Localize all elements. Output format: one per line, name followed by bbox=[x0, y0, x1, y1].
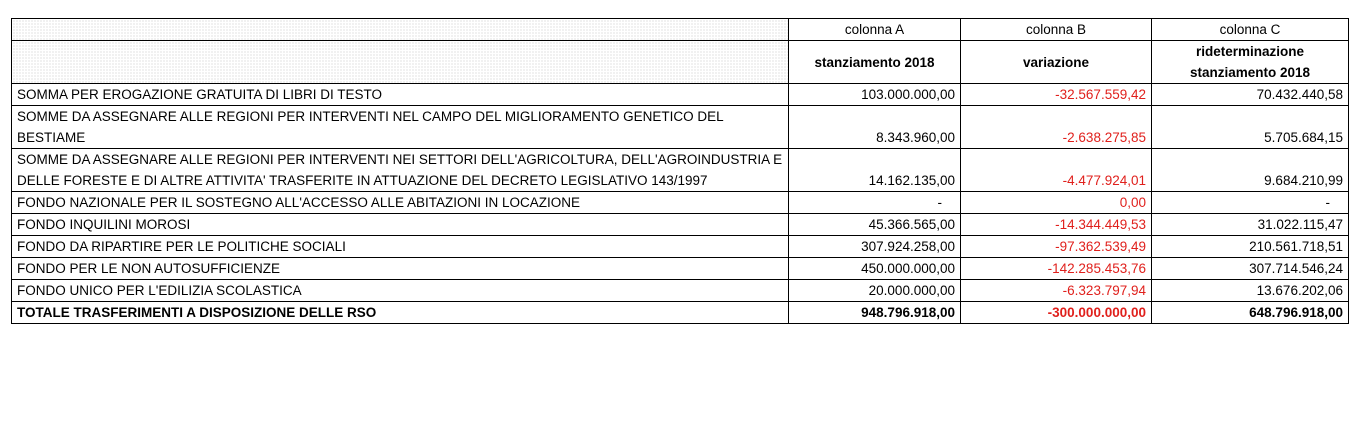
total-value-a: 948.796.918,00 bbox=[789, 302, 961, 324]
empty-title-cell bbox=[12, 41, 789, 84]
column-title-row bbox=[12, 41, 1349, 84]
table-row bbox=[12, 149, 1349, 192]
column-c-title: rideterminazione stanziamento 2018 bbox=[1152, 41, 1349, 84]
budget-table bbox=[11, 18, 1349, 324]
value-b: -14.344.449,53 bbox=[961, 214, 1152, 236]
column-a-title: stanziamento 2018 bbox=[789, 41, 961, 84]
value-a: 103.000.000,00 bbox=[789, 84, 961, 106]
total-value-c: 648.796.918,00 bbox=[1152, 302, 1349, 324]
value-c: 70.432.440,58 bbox=[1152, 84, 1349, 106]
row-label: FONDO DA RIPARTIRE PER LE POLITICHE SOCIALI bbox=[12, 236, 789, 258]
value-a: 307.924.258,00 bbox=[789, 236, 961, 258]
value-b: -6.323.797,94 bbox=[961, 280, 1152, 302]
total-row bbox=[12, 302, 1349, 324]
value-a: 20.000.000,00 bbox=[789, 280, 961, 302]
value-a: 450.000.000,00 bbox=[789, 258, 961, 280]
value-c: 5.705.684,15 bbox=[1152, 106, 1349, 149]
total-label: TOTALE TRASFERIMENTI A DISPOSIZIONE DELLE RSO bbox=[12, 302, 789, 324]
value-b: -32.567.559,42 bbox=[961, 84, 1152, 106]
row-label: FONDO NAZIONALE PER IL SOSTEGNO ALL'ACCESSO ALLE ABITAZIONI IN LOCAZIONE bbox=[12, 192, 789, 214]
value-c: 307.714.546,24 bbox=[1152, 258, 1349, 280]
value-c: 210.561.718,51 bbox=[1152, 236, 1349, 258]
table-row bbox=[12, 258, 1349, 280]
value-b: -142.285.453,76 bbox=[961, 258, 1152, 280]
value-b: -2.638.275,85 bbox=[961, 106, 1152, 149]
value-a: 45.366.565,00 bbox=[789, 214, 961, 236]
value-b: 0,00 bbox=[961, 192, 1152, 214]
value-c: 9.684.210,99 bbox=[1152, 149, 1349, 192]
table-row bbox=[12, 280, 1349, 302]
empty-header-cell bbox=[12, 19, 789, 41]
table-row bbox=[12, 214, 1349, 236]
table-row bbox=[12, 106, 1349, 149]
value-c: 31.022.115,47 bbox=[1152, 214, 1349, 236]
column-a-label: colonna A bbox=[789, 19, 961, 41]
row-label: SOMME DA ASSEGNARE ALLE REGIONI PER INTERVENTI NEL CAMPO DEL MIGLIORAMENTO GENETICO DEL BESTIAME bbox=[12, 106, 789, 149]
value-b: -97.362.539,49 bbox=[961, 236, 1152, 258]
row-label: SOMME DA ASSEGNARE ALLE REGIONI PER INTERVENTI NEI SETTORI DELL'AGRICOLTURA, DELL'AGROINDUSTRIA E DELLE FORESTE E DI ALTRE ATTIVITA' TRASFERITE IN ATTUAZIONE DEL DECRETO LEGISLATIVO 143/1997 bbox=[12, 149, 789, 192]
value-a: - bbox=[789, 192, 961, 214]
column-c-label: colonna C bbox=[1152, 19, 1349, 41]
value-a: 8.343.960,00 bbox=[789, 106, 961, 149]
column-b-label: colonna B bbox=[961, 19, 1152, 41]
column-letter-row bbox=[12, 19, 1349, 41]
total-value-b: -300.000.000,00 bbox=[961, 302, 1152, 324]
column-b-title: variazione bbox=[961, 41, 1152, 84]
value-a: 14.162.135,00 bbox=[789, 149, 961, 192]
table-row bbox=[12, 192, 1349, 214]
row-label: FONDO PER LE NON AUTOSUFFICIENZE bbox=[12, 258, 789, 280]
table-row bbox=[12, 84, 1349, 106]
value-c: 13.676.202,06 bbox=[1152, 280, 1349, 302]
row-label: FONDO INQUILINI MOROSI bbox=[12, 214, 789, 236]
row-label: SOMMA PER EROGAZIONE GRATUITA DI LIBRI DI TESTO bbox=[12, 84, 789, 106]
value-c: - bbox=[1152, 192, 1349, 214]
value-b: -4.477.924,01 bbox=[961, 149, 1152, 192]
table-row bbox=[12, 236, 1349, 258]
row-label: FONDO UNICO PER L'EDILIZIA SCOLASTICA bbox=[12, 280, 789, 302]
